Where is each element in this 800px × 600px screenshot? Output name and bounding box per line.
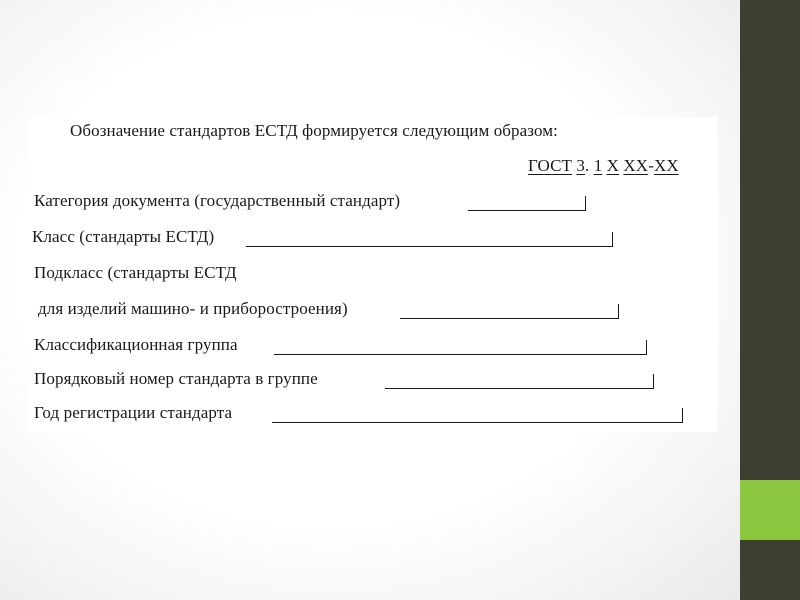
row-subclass-line [400, 318, 618, 319]
row-year-tick [682, 408, 683, 423]
row-class-line [246, 246, 612, 247]
row-class-tick [612, 232, 613, 247]
row-category-tick [585, 196, 586, 211]
row-subclass-cont: для изделий машино- и приборостроения) [38, 299, 348, 318]
row-subclass-tick [618, 304, 619, 319]
code-prefix: ГОСТ [528, 156, 573, 175]
code-part-class: 3 [576, 156, 585, 175]
row-subclass: Подкласс (стандарты ЕСТД [34, 263, 237, 282]
row-category: Категория документа (государственный стандарт) [34, 191, 401, 210]
row-number-line [385, 388, 653, 389]
row-number: Порядковый номер стандарта в группе [34, 369, 318, 388]
row-group: Классификационная группа [34, 335, 238, 354]
code-part-group: Х [606, 156, 620, 175]
row-year-line [272, 422, 682, 423]
row-class: Класс (стандарты ЕСТД) [32, 227, 215, 246]
document-image [28, 117, 718, 432]
row-year: Год регистрации стандарта [34, 403, 233, 422]
row-category-line [468, 210, 585, 211]
row-number-tick [653, 374, 654, 389]
code-dash: - [648, 156, 654, 175]
code-line [528, 156, 679, 176]
row-group-tick [646, 340, 647, 355]
heading: Обозначение стандартов ЕСТД формируется следующим образом: [70, 121, 558, 140]
code-part-year: ХХ [653, 156, 679, 175]
row-group-line [274, 354, 646, 355]
code-dot: . [584, 156, 590, 175]
code-part-subclass: 1 [593, 156, 603, 175]
code-part-number: ХХ [623, 156, 649, 175]
side-accent [740, 480, 800, 540]
